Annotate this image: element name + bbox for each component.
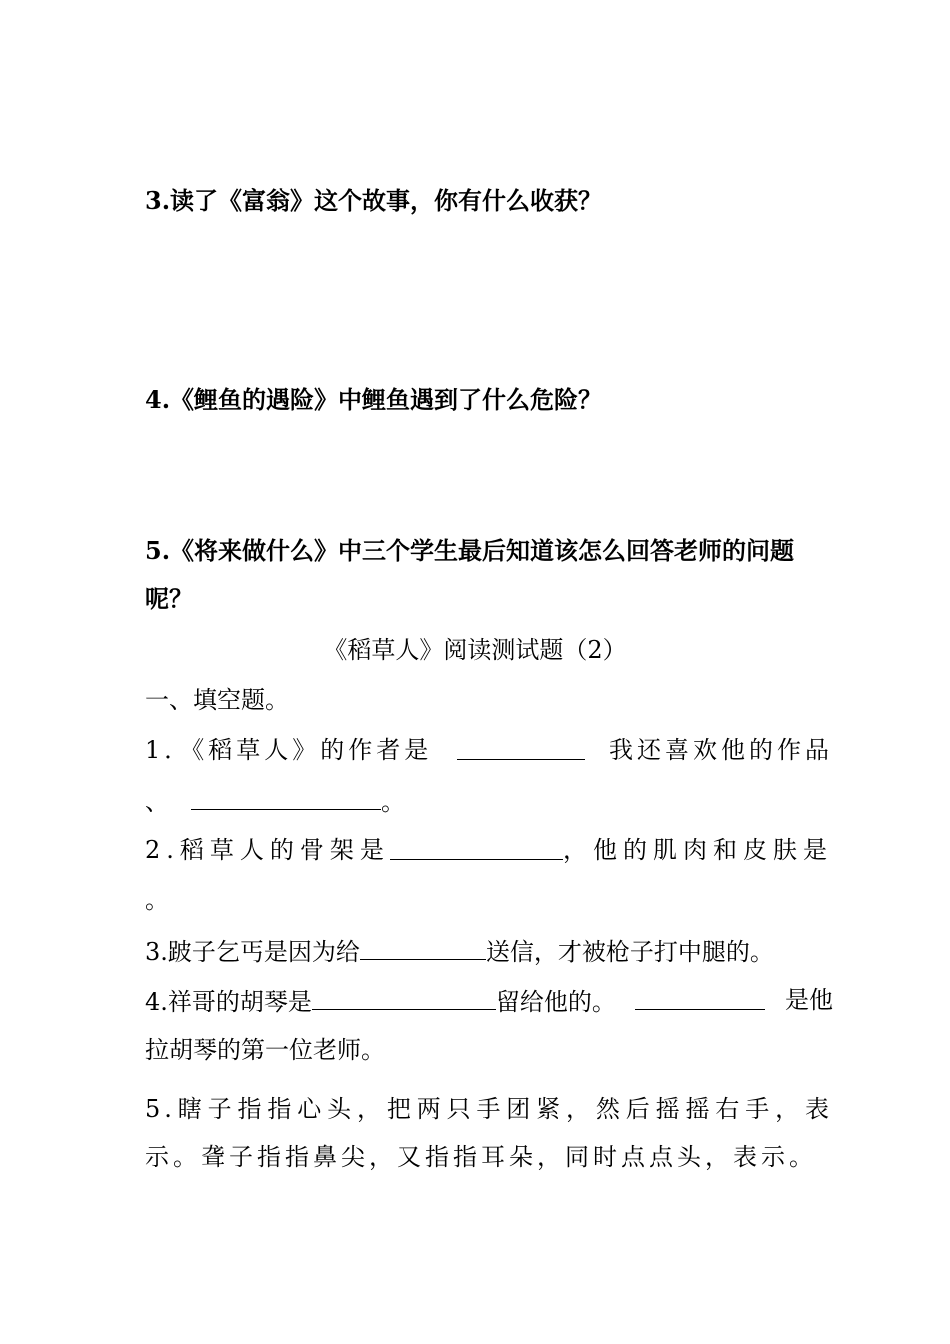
fill-q4-line1 bbox=[145, 985, 833, 1017]
part-heading: 一、填空题。 bbox=[145, 686, 289, 714]
fill-q4-text-c: 是他 bbox=[785, 986, 833, 1014]
fill-q2-line2 bbox=[145, 885, 169, 915]
fill-q3-text-a: 3.跛子乞丐是因为给 bbox=[145, 938, 360, 966]
section-title: 《稻草人》阅读测试题（2） bbox=[323, 636, 627, 664]
fill-q1-text-d: 。 bbox=[381, 788, 405, 816]
fill-q4-blank-2[interactable] bbox=[635, 985, 765, 1010]
fill-q5-text-c: 。 bbox=[789, 1143, 817, 1171]
fill-q1-text-a: 1．《稻草人》的作者是 bbox=[145, 736, 433, 764]
question-5-line1: 5.《将来做什么》中三个学生最后知道该怎么回答老师的问题 bbox=[145, 536, 795, 565]
fill-q3-blank[interactable] bbox=[360, 935, 486, 960]
fill-q2-text-c: 。 bbox=[145, 886, 169, 914]
fill-q3-text-b: 送信，才被枪子打中腿的。 bbox=[485, 938, 774, 966]
fill-q1-text-b: 我还喜欢他的作品 bbox=[609, 736, 833, 764]
fill-q4-text-a: 4.祥哥的胡琴是 bbox=[145, 988, 312, 1016]
fill-q4-text-d: 拉胡琴的第一位老师。 bbox=[145, 1036, 385, 1064]
fill-q1-blank-2[interactable] bbox=[191, 785, 381, 810]
fill-q2-blank-1[interactable] bbox=[390, 835, 563, 860]
fill-q1-blank-1[interactable] bbox=[457, 735, 585, 760]
fill-q4-line2 bbox=[145, 1035, 385, 1065]
question-3: 3.读了《富翁》这个故事，你有什么收获？ bbox=[145, 186, 603, 215]
fill-q4-text-b: 留给他的。 bbox=[495, 988, 616, 1016]
fill-q2-text-b: ，他的肌肉和皮肤是 bbox=[563, 836, 833, 864]
fill-q1-line1 bbox=[145, 735, 833, 765]
fill-q4-blank-1[interactable] bbox=[312, 985, 496, 1010]
fill-q2-line1 bbox=[145, 835, 833, 865]
fill-q5-text-b: 。聋子指指鼻尖，又指指耳朵，同时点点头，表示 bbox=[173, 1143, 789, 1171]
fill-q1-line2 bbox=[145, 785, 405, 817]
question-4: 4.《鲤鱼的遇险》中鲤鱼遇到了什么危险？ bbox=[145, 385, 603, 414]
fill-q5-text-a: 5.瞎子指指心头，把两只手团紧，然后摇摇右手，表示 bbox=[145, 1095, 833, 1171]
question-5-line2: 呢？ bbox=[145, 584, 193, 613]
fill-q2-text-a: 2.稻草人的骨架是 bbox=[145, 836, 390, 864]
fill-q3-line bbox=[145, 935, 774, 967]
fill-q1-text-c: 、 bbox=[145, 788, 169, 816]
fill-q5-paragraph bbox=[145, 1085, 833, 1181]
